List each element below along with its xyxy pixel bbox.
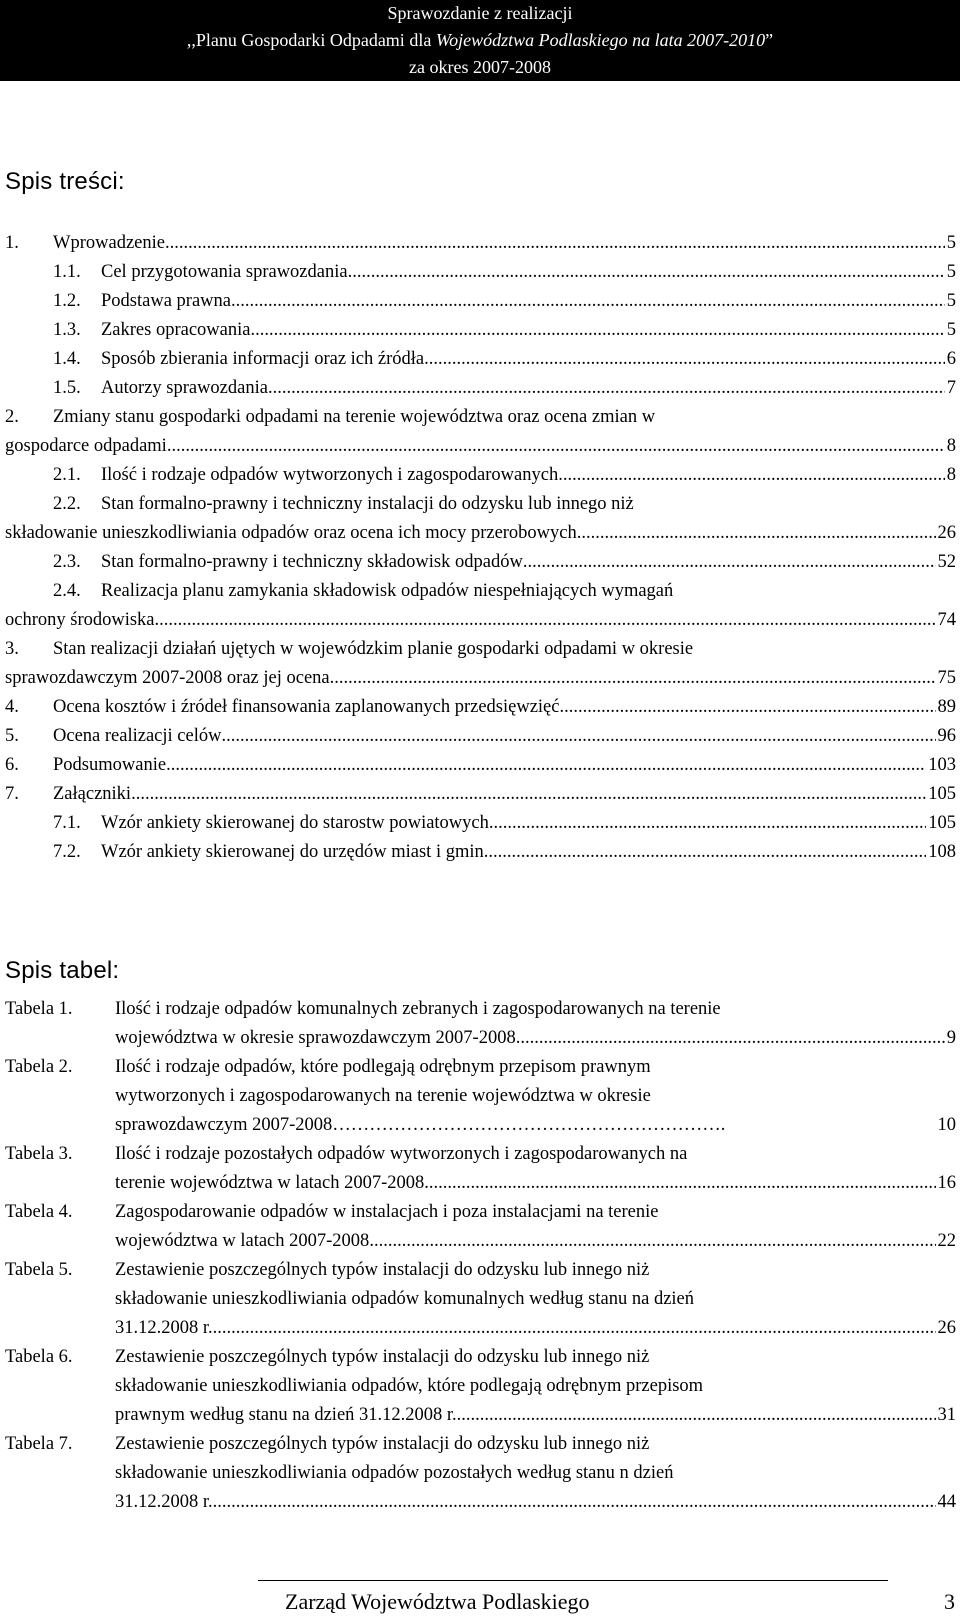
dot-leader (166, 751, 926, 780)
toc-entry-text: gospodarce odpadami (5, 436, 167, 456)
table-entry[interactable] (5, 1140, 956, 1198)
toc-entry-text: Wzór ankiety skierowanej do urzędów miast i gmin (101, 842, 484, 862)
table-entry-label: Tabela 3. (5, 1144, 73, 1164)
toc-entry[interactable] (5, 809, 956, 838)
toc-entry[interactable] (5, 287, 956, 316)
header-line-3: za okres 2007-2008 (409, 57, 551, 77)
table-entry-text-line: składowanie unieszkodliwiania odpadów, które podlegają odrębnym przepisom (115, 1376, 704, 1396)
toc-entry[interactable] (5, 461, 956, 490)
toc-entry-page: 5 (946, 262, 956, 282)
toc-entry-number: 3. (5, 639, 19, 659)
header-line-2 (0, 27, 960, 54)
header-line-2-suffix: ” (765, 30, 774, 50)
toc-entry-number: 1. (5, 233, 19, 253)
table-entry-label: Tabela 7. (5, 1434, 73, 1454)
table-entry-page: 44 (937, 1492, 956, 1512)
toc-entry-text: Cel przygotowania sprawozdania (101, 262, 348, 282)
header-line-1: Sprawozdanie z realizacji (387, 3, 573, 23)
dot-leader (523, 548, 936, 577)
table-entry-label: Tabela 5. (5, 1260, 73, 1280)
table-entry-text: sprawozdawczym 2007-2008………………………………………………………. (115, 1115, 726, 1135)
table-entry-text: województwa w latach 2007-2008 (115, 1231, 370, 1251)
toc-entry-page: 74 (937, 610, 956, 630)
toc-entry-text: Załączniki (53, 784, 132, 804)
toc-entry[interactable] (5, 722, 956, 751)
toc-entry-text: Autorzy sprawozdania (101, 378, 268, 398)
table-entry[interactable] (5, 1430, 956, 1517)
table-entry[interactable] (5, 1198, 956, 1256)
toc-entry-number: 1.5. (53, 378, 81, 398)
toc-entry-page: 75 (937, 668, 956, 688)
toc-title: Spis treści: (5, 168, 125, 195)
table-entry-text-line: Zestawienie poszczególnych typów instalacji do odzysku lub innego niż (115, 1434, 650, 1454)
toc-entry-text: Stan formalno-prawny i techniczny składowisk odpadów (101, 552, 523, 572)
toc-entry-page: 5 (946, 233, 956, 253)
toc-entry-page: 6 (946, 349, 956, 369)
toc-entry-text: Podstawa prawna (101, 291, 231, 311)
table-entry-text-line: składowanie unieszkodliwiania odpadów komunalnych według stanu na dzień (115, 1289, 695, 1309)
table-entry-text: 31.12.2008 r. (115, 1318, 213, 1338)
table-entry-label: Tabela 1. (5, 999, 73, 1019)
header-line-2-prefix: ,,Planu Gospodarki Odpadami dla (186, 30, 436, 50)
toc-entry-text: Podsumowanie (53, 755, 167, 775)
table-entry-label: Tabela 4. (5, 1202, 73, 1222)
toc-entry[interactable] (5, 229, 956, 258)
dot-leader (558, 461, 945, 490)
toc-entry-number: 7. (5, 784, 19, 804)
toc-entry-text: Sposób zbierania informacji oraz ich źródła (101, 349, 425, 369)
table-entry-label: Tabela 6. (5, 1347, 73, 1367)
table-entry[interactable] (5, 1053, 956, 1140)
list-of-tables (5, 995, 956, 1517)
page-header (0, 0, 960, 81)
table-entry-page: 31 (937, 1405, 956, 1425)
toc-entry[interactable] (5, 693, 956, 722)
toc-entry-page: 105 (928, 784, 956, 804)
table-entry-page: 10 (937, 1115, 956, 1135)
toc-entry-text: Ocena kosztów i źródeł finansowania zaplanowanych przedsięwzięć (53, 697, 560, 717)
toc-entry-page: 5 (946, 291, 956, 311)
dot-leader (484, 838, 927, 867)
toc-entry-text: Ilość i rodzaje odpadów wytworzonych i zagospodarowanych (101, 465, 559, 485)
table-entry-page: 16 (937, 1173, 956, 1193)
toc-entry-page: 108 (928, 842, 956, 862)
toc-entry-page: 96 (937, 726, 956, 746)
table-entry-text-line: wytworzonych i zagospodarowanych na terenie województwa w okresie (115, 1086, 651, 1106)
table-entry-text-line: Zestawienie poszczególnych typów instalacji do odzysku lub innego niż (115, 1260, 650, 1280)
toc-entry-number: 2.2. (53, 494, 81, 514)
toc-entry-text: ochrony środowiska (5, 610, 155, 630)
dot-leader (213, 1488, 936, 1517)
toc-entry-number: 2. (5, 407, 19, 427)
toc-entry[interactable] (5, 577, 956, 635)
toc-entry[interactable] (5, 403, 956, 461)
toc-entry[interactable] (5, 635, 956, 693)
table-entry-text-line: składowanie unieszkodliwiania odpadów pozostałych według stanu n dzień (115, 1463, 674, 1483)
page-number: 3 (944, 1589, 955, 1614)
toc-entry-page: 8 (946, 436, 956, 456)
toc-entry-page: 7 (946, 378, 956, 398)
dot-leader (213, 1314, 936, 1343)
toc-entry-number: 7.2. (53, 842, 81, 862)
table-entry[interactable] (5, 1256, 956, 1343)
toc-entry-text-line: Zmiany stanu gospodarki odpadami na terenie województwa oraz ocena zmian w (53, 407, 656, 427)
toc-entry[interactable] (5, 316, 956, 345)
table-entry-text: 31.12.2008 r. (115, 1492, 213, 1512)
dot-leader (165, 229, 945, 258)
dot-leader (221, 722, 935, 751)
dot-leader (424, 345, 945, 374)
dot-leader (369, 1227, 935, 1256)
dot-leader (457, 1401, 936, 1430)
toc-entry[interactable] (5, 490, 956, 548)
table-entry-text-line: Ilość i rodzaje odpadów, które podlegają odrębnym przepisom prawnym (115, 1057, 651, 1077)
dot-leader (577, 519, 936, 548)
toc-entry-page: 8 (946, 465, 956, 485)
toc-entry-page: 26 (937, 523, 956, 543)
table-entry-text-line: Ilość i rodzaje pozostałych odpadów wytworzonych i zagospodarowanych na (115, 1144, 688, 1164)
toc-entry-page: 105 (928, 813, 956, 833)
toc-entry-number: 7.1. (53, 813, 81, 833)
header-line-2-italic: Województwa Podlaskiego na lata 2007-2010 (435, 30, 766, 50)
toc-entry-number: 2.4. (53, 581, 81, 601)
toc-entry-text: składowanie unieszkodliwiania odpadów oraz ocena ich mocy przerobowych (5, 523, 577, 543)
toc-entry[interactable] (5, 548, 956, 577)
toc-entry-number: 1.2. (53, 291, 81, 311)
toc-entry[interactable] (5, 345, 956, 374)
dot-leader (559, 693, 935, 722)
table-entry-label: Tabela 2. (5, 1057, 73, 1077)
toc-entry-number: 1.1. (53, 262, 81, 282)
dot-leader (250, 316, 944, 345)
toc-entry[interactable] (5, 780, 956, 809)
toc-entry[interactable] (5, 258, 956, 287)
table-entry-text-line: Zestawienie poszczególnych typów instalacji do odzysku lub innego niż (115, 1347, 650, 1367)
toc-entry-text-line: Stan realizacji działań ujętych w wojewódzkim planie gospodarki odpadami w okresie (53, 639, 694, 659)
toc-entry-page: 52 (937, 552, 956, 572)
dot-leader (131, 780, 926, 809)
table-entry-text: województwa w okresie sprawozdawczym 2007-2008 (115, 1028, 516, 1048)
toc-entry-number: 2.3. (53, 552, 81, 572)
footer-organization: Zarząd Województwa Podlaskiego (285, 1589, 590, 1614)
toc-entry-number: 4. (5, 697, 19, 717)
toc-entry-page: 89 (937, 697, 956, 717)
footer-rule (258, 1580, 888, 1581)
table-entry-text-line: Zagospodarowanie odpadów w instalacjach i poza instalacjami na terenie (115, 1202, 659, 1222)
table-entry-page: 9 (946, 1028, 956, 1048)
dot-leader (424, 1169, 935, 1198)
dot-leader (489, 809, 926, 838)
toc-entry-number: 5. (5, 726, 19, 746)
toc-entry[interactable] (5, 751, 956, 780)
toc-entry-number: 1.4. (53, 349, 81, 369)
table-entry-text: prawnym według stanu na dzień 31.12.2008 r. (115, 1405, 457, 1425)
toc-entry-text-line: Realizacja planu zamykania składowisk odpadów niespełniających wymagań (101, 581, 674, 601)
table-of-contents (5, 229, 956, 867)
toc-entry-text: Zakres opracowania (101, 320, 251, 340)
toc-entry-text: sprawozdawczym 2007-2008 oraz jej ocena (5, 668, 330, 688)
toc-entry[interactable] (5, 374, 956, 403)
toc-entry-number: 2.1. (53, 465, 81, 485)
toc-entry-page: 103 (928, 755, 956, 775)
toc-entry-text: Ocena realizacji celów (53, 726, 222, 746)
dot-leader (231, 287, 945, 316)
table-entry-text-line: Ilość i rodzaje odpadów komunalnych zebranych i zagospodarowanych na terenie (115, 999, 721, 1019)
dot-leader (516, 1024, 945, 1053)
toc-entry[interactable] (5, 838, 956, 867)
toc-entry-page: 5 (946, 320, 956, 340)
tables-title: Spis tabel: (5, 957, 120, 984)
dot-leader (330, 664, 936, 693)
toc-entry-text: Wprowadzenie (53, 233, 165, 253)
toc-entry-number: 1.3. (53, 320, 81, 340)
dot-leader (155, 606, 936, 635)
table-entry-page: 22 (937, 1231, 956, 1251)
dot-leader (348, 258, 945, 287)
dot-leader (167, 432, 945, 461)
toc-entry-text-line: Stan formalno-prawny i techniczny instalacji do odzysku lub innego niż (101, 494, 634, 514)
toc-entry-text: Wzór ankiety skierowanej do starostw powiatowych (101, 813, 489, 833)
table-entry[interactable] (5, 1343, 956, 1430)
toc-entry-number: 6. (5, 755, 19, 775)
table-entry-page: 26 (937, 1318, 956, 1338)
table-entry[interactable] (5, 995, 956, 1053)
dot-leader (268, 374, 945, 403)
table-entry-text: terenie województwa w latach 2007-2008 (115, 1173, 425, 1193)
